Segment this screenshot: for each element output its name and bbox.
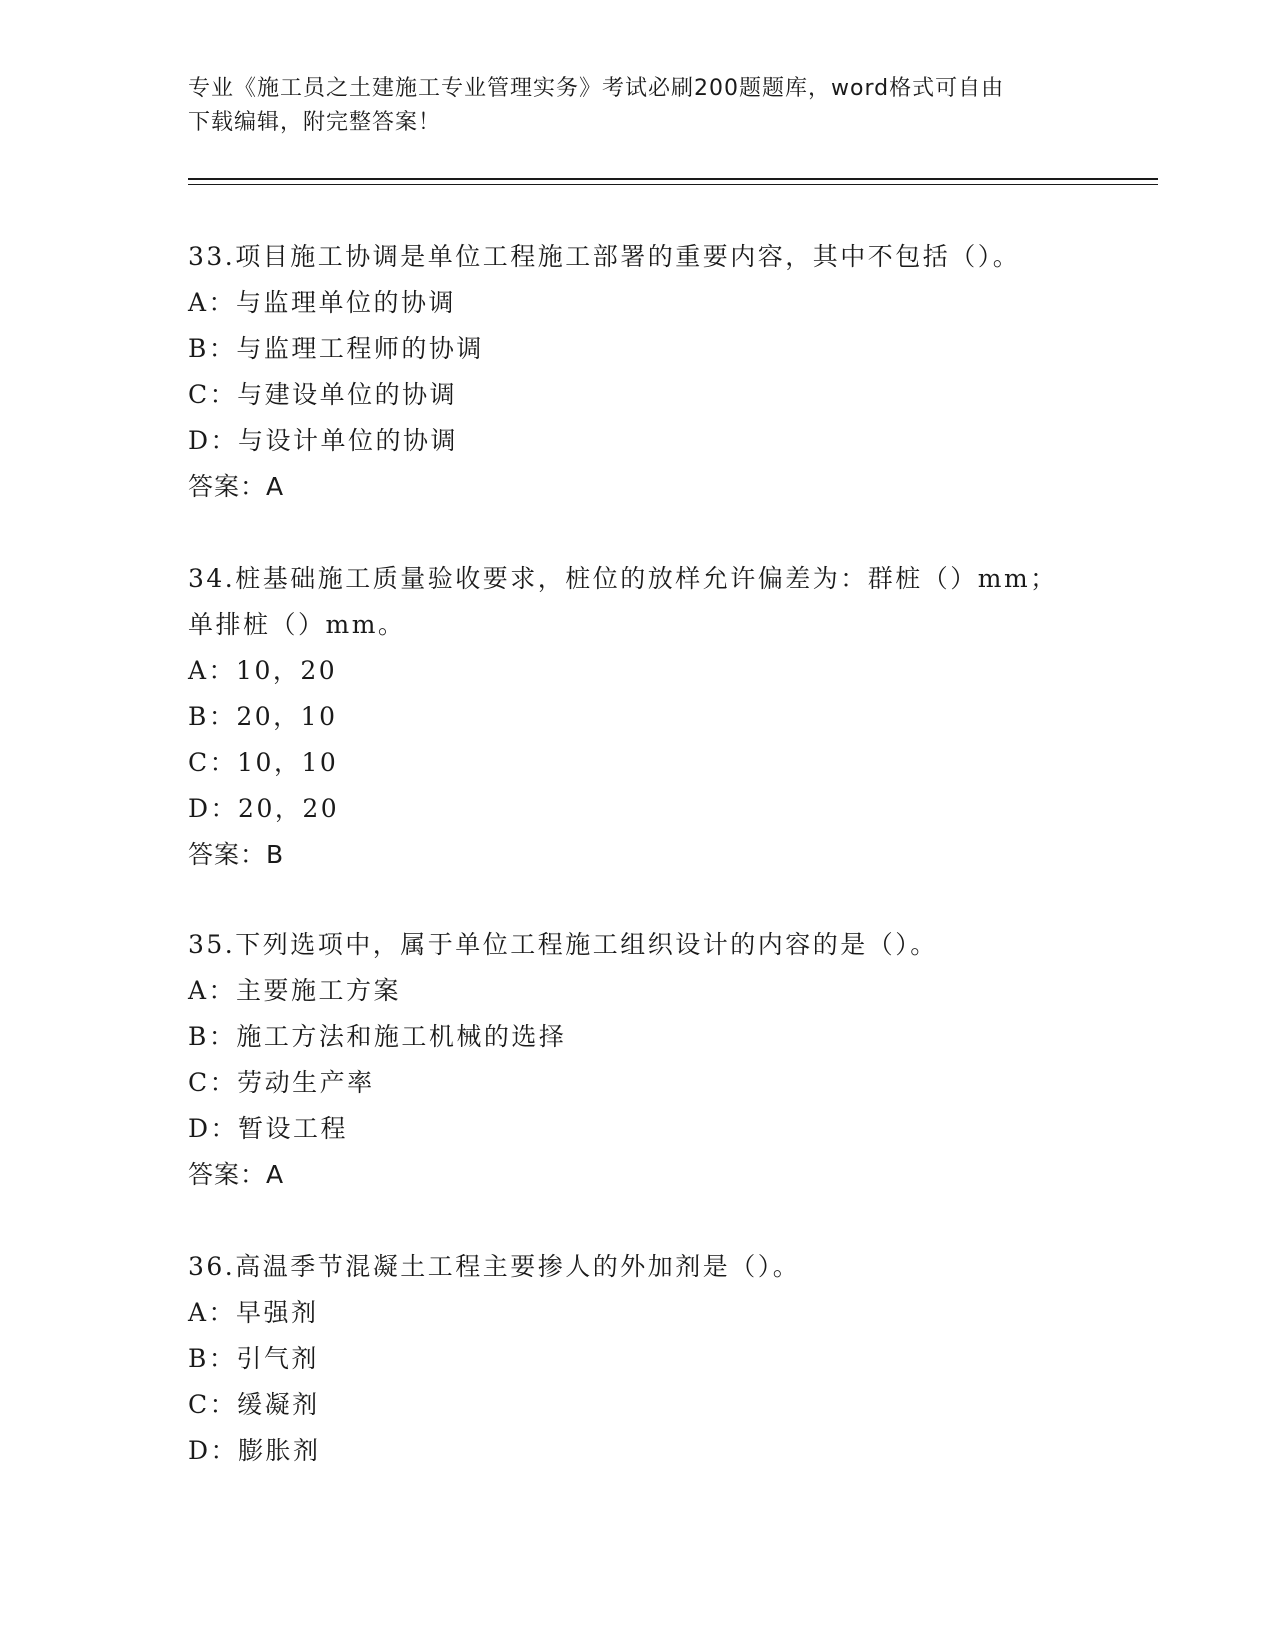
question-stem-line-2: 单排桩（）mm。 xyxy=(188,610,406,639)
question-stem-line-1: 34.桩基础施工质量验收要求，桩位的放样允许偏差为：群桩（）mm； xyxy=(188,564,1058,593)
answer: 答案：A xyxy=(188,472,285,501)
header-divider-thin xyxy=(188,184,1158,185)
question-35 xyxy=(188,922,1088,1198)
option-d: D：与设计单位的协调 xyxy=(188,426,459,455)
option-b: B：20，10 xyxy=(188,702,338,731)
answer: 答案：B xyxy=(188,840,285,869)
answer: 答案：A xyxy=(188,1160,285,1189)
option-c: C：与建设单位的协调 xyxy=(188,380,458,409)
option-a: A：主要施工方案 xyxy=(188,976,402,1005)
option-c: C：10，10 xyxy=(188,748,339,777)
option-a: A：与监理单位的协调 xyxy=(188,288,457,317)
question-36 xyxy=(188,1244,1088,1474)
option-b: B：施工方法和施工机械的选择 xyxy=(188,1022,567,1051)
question-stem: 33.项目施工协调是单位工程施工部署的重要内容，其中不包括（）。 xyxy=(188,242,1021,271)
header-divider-thick xyxy=(188,178,1158,180)
option-d: D：膨胀剂 xyxy=(188,1436,321,1465)
question-stem: 35.下列选项中，属于单位工程施工组织设计的内容的是（）。 xyxy=(188,930,938,959)
question-33 xyxy=(188,234,1088,510)
document-header xyxy=(188,72,1088,140)
question-stem: 36.高温季节混凝土工程主要掺人的外加剂是（）。 xyxy=(188,1252,801,1281)
option-c: C：缓凝剂 xyxy=(188,1390,320,1419)
header-line-1: 专业《施工员之土建施工专业管理实务》考试必刷200题题库，word格式可自由 xyxy=(188,76,1005,101)
option-a: A：早强剂 xyxy=(188,1298,319,1327)
option-a: A：10，20 xyxy=(188,656,338,685)
option-b: B：引气剂 xyxy=(188,1344,319,1373)
option-d: D：暂设工程 xyxy=(188,1114,349,1143)
question-34 xyxy=(188,556,1088,878)
header-line-2: 下载编辑，附完整答案！ xyxy=(188,110,442,135)
option-c: C：劳动生产率 xyxy=(188,1068,375,1097)
option-b: B：与监理工程师的协调 xyxy=(188,334,484,363)
option-d: D：20，20 xyxy=(188,794,340,823)
